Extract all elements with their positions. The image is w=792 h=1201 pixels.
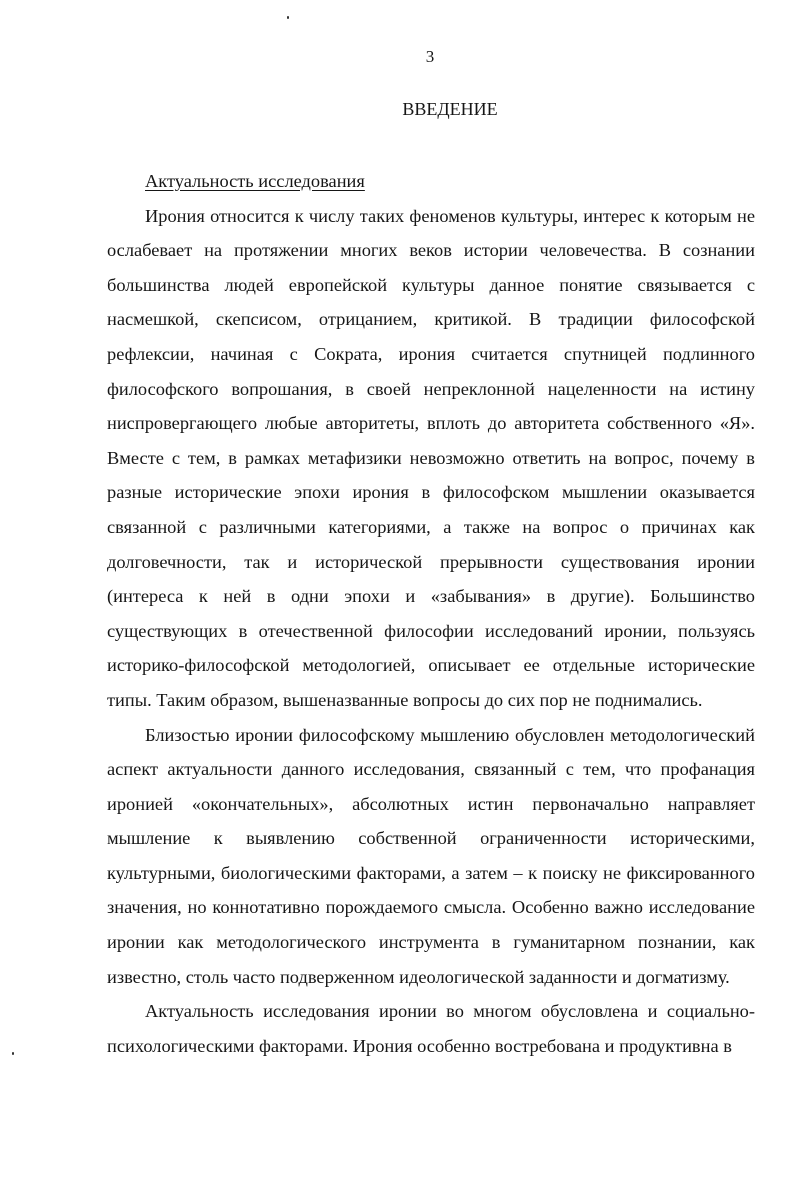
page-number: 3 — [425, 47, 435, 66]
paragraph-3: Актуальность исследования иронии во многом обусловлена и социально-психологическими факторами. Ирония особенно востребована и продуктивна в — [107, 1001, 755, 1056]
paragraph-1: Ирония относится к числу таких феноменов культуры, интерес к которым не ослабевает на протяжении многих веков истории человечества. В сознании большинства людей европейской культуры данное понятие связывается с насмешкой, скепсисом, отрицанием, критикой. В традиции философской рефлексии, начиная с Сократа, ирония считается спутницей подлинного философского вопрошания, в своей непреклонной нацеленности на истину ниспровергающего любые авторитеты, вплоть до авторитета собственного «Я». Вместе с тем, в рамках метафизики невозможно ответить на вопрос, почему в разные исторические эпохи ирония в философском мышлении оказывается связанной с различными категориями, а также на вопрос о причинах как долговечности, так и исторической прерывности существования иронии (интереса к ней в одни эпохи и «забывания» в другие). Большинство существующих в отечественной философии исследований иронии, пользуясь историко-философской методологией, описывает ее отдельные исторические типы. Таким образом, вышеназванные вопросы до сих пор не поднимались. — [107, 205, 755, 710]
subheading: Актуальность исследования — [145, 171, 365, 191]
paragraph-2: Близостью иронии философскому мышлению обусловлен методологический аспект актуальности данного исследования, связанный с тем, что профанация иронией «окончательных», абсолютных истин первоначально направляет мышление к выявлению собственной ограниченности историческими, культурными, биологическими факторами, а затем – к поиску не фиксированного значения, но коннотативно порождаемого смысла. Особенно важно исследование иронии как методологического инструмента в гуманитарном познании, как известно, столь часто подверженном идеологической заданности и догматизму. — [107, 724, 755, 987]
body-text — [107, 164, 755, 1063]
scan-speck — [12, 1052, 14, 1055]
scan-speck — [287, 16, 289, 19]
section-heading: ВВЕДЕНИЕ — [402, 99, 498, 119]
